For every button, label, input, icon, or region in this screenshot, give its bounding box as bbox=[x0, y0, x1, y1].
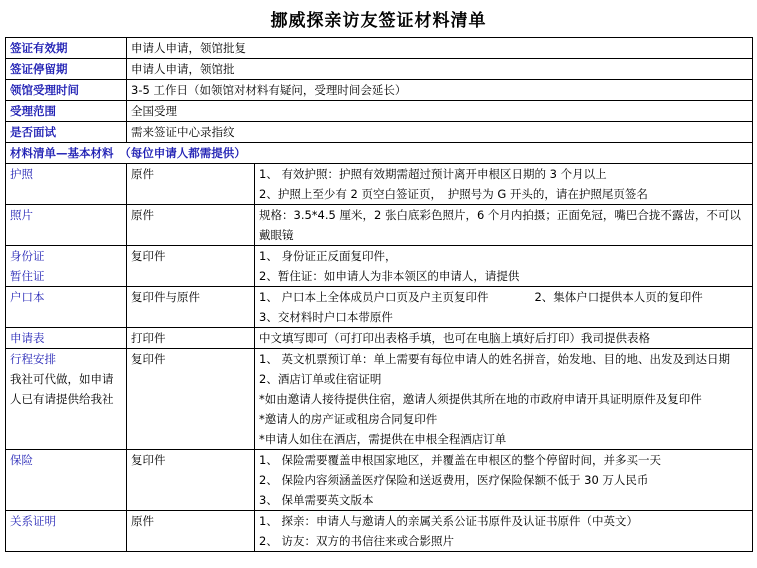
materials-table bbox=[5, 37, 753, 552]
info-row bbox=[6, 80, 753, 101]
info-label: 签证有效期 bbox=[6, 38, 127, 59]
material-type: 打印件 bbox=[131, 331, 166, 345]
material-detail: 3、 保单需要英文版本 bbox=[259, 493, 374, 507]
material-detail: 2、护照上至少有 2 页空白签证页， 护照号为 G 开头的，请在护照尾页签名 bbox=[259, 187, 648, 201]
material-row bbox=[6, 205, 753, 246]
info-value: 申请人申请，领馆批复 bbox=[127, 38, 753, 59]
info-label: 领馆受理时间 bbox=[6, 80, 127, 101]
material-row bbox=[6, 349, 753, 450]
material-name: 关系证明 bbox=[10, 514, 56, 528]
material-detail: 1、 探亲：申请人与邀请人的亲属关系公证书原件及认证书原件（中英文） bbox=[259, 514, 638, 528]
material-detail: 2、暂住证：如申请人为非本领区的申请人，请提供 bbox=[259, 269, 520, 283]
info-label: 受理范围 bbox=[6, 101, 127, 122]
material-detail: 2、酒店订单或住宿证明 bbox=[259, 372, 382, 386]
material-name: 户口本 bbox=[10, 290, 45, 304]
material-row bbox=[6, 246, 753, 287]
section-header: 材料清单—基本材料 （每位申请人都需提供） bbox=[6, 143, 753, 164]
info-row bbox=[6, 38, 753, 59]
info-row bbox=[6, 59, 753, 80]
material-row bbox=[6, 287, 753, 328]
material-detail: *如由邀请人接待提供住宿，邀请人须提供其所在地的市政府申请开具证明原件及复印件 bbox=[259, 392, 702, 406]
material-row bbox=[6, 164, 753, 205]
info-label: 签证停留期 bbox=[6, 59, 127, 80]
material-detail: *申请人如住在酒店，需提供在申根全程酒店订单 bbox=[259, 432, 507, 446]
info-value: 3-5 工作日（如领馆对材料有疑问，受理时间会延长） bbox=[127, 80, 753, 101]
info-value: 全国受理 bbox=[127, 101, 753, 122]
material-row bbox=[6, 328, 753, 349]
material-name: 暂住证 bbox=[10, 269, 45, 283]
info-row bbox=[6, 101, 753, 122]
material-type: 复印件 bbox=[131, 352, 166, 366]
material-name-note: 我社可代做，如申请 bbox=[10, 372, 114, 386]
info-label: 是否面试 bbox=[6, 122, 127, 143]
material-detail: 1、 身份证正反面复印件， bbox=[259, 249, 397, 263]
material-name: 护照 bbox=[10, 167, 33, 181]
material-detail: *邀请人的房产证或租房合同复印件 bbox=[259, 412, 438, 426]
material-detail: 1、 有效护照：护照有效期需超过预计离开申根区日期的 3 个月以上 bbox=[259, 167, 607, 181]
material-row bbox=[6, 511, 753, 552]
material-name: 保险 bbox=[10, 453, 33, 467]
material-type: 原件 bbox=[131, 167, 154, 181]
material-detail: 中文填写即可（可打印出表格手填，也可在电脑上填好后打印）我司提供表格 bbox=[259, 331, 650, 345]
material-name: 身份证 bbox=[10, 249, 45, 263]
material-type: 复印件 bbox=[131, 453, 166, 467]
material-detail: 1、 保险需要覆盖申根国家地区，并覆盖在申根区的整个停留时间，并多买一天 bbox=[259, 453, 661, 467]
material-detail: 1、 户口本上全体成员户口页及户主页复印件 2、集体户口提供本人页的复印件 bbox=[259, 290, 703, 304]
material-name-note: 人已有请提供给我社 bbox=[10, 392, 114, 406]
material-row bbox=[6, 450, 753, 511]
material-type: 复印件与原件 bbox=[131, 290, 200, 304]
material-detail: 3、交材料时户口本带原件 bbox=[259, 310, 393, 324]
material-detail: 2、 访友：双方的书信往来或合影照片 bbox=[259, 534, 454, 548]
material-name: 行程安排 bbox=[10, 352, 56, 366]
info-row bbox=[6, 122, 753, 143]
document-title: 挪威探亲访友签证材料清单 bbox=[270, 11, 487, 31]
material-name: 照片 bbox=[10, 208, 33, 222]
material-detail: 规格：3.5*4.5 厘米，2 张白底彩色照片，6 个月内拍摄；正面免冠，嘴巴合拢不露齿，不可以戴眼镜 bbox=[259, 208, 741, 242]
material-detail: 1、 英文机票预订单：单上需要有每位申请人的姓名拼音，始发地、目的地、出发及到达日期 bbox=[259, 352, 730, 366]
info-value: 申请人申请，领馆批 bbox=[127, 59, 753, 80]
material-type: 原件 bbox=[131, 208, 154, 222]
material-name: 申请表 bbox=[10, 331, 45, 345]
section-header-row bbox=[6, 143, 753, 164]
material-detail: 2、 保险内容须涵盖医疗保险和送返费用，医疗保险保额不低于 30 万人民币 bbox=[259, 473, 649, 487]
info-value: 需来签证中心录指纹 bbox=[127, 122, 753, 143]
material-type: 原件 bbox=[131, 514, 154, 528]
material-type: 复印件 bbox=[131, 249, 166, 263]
